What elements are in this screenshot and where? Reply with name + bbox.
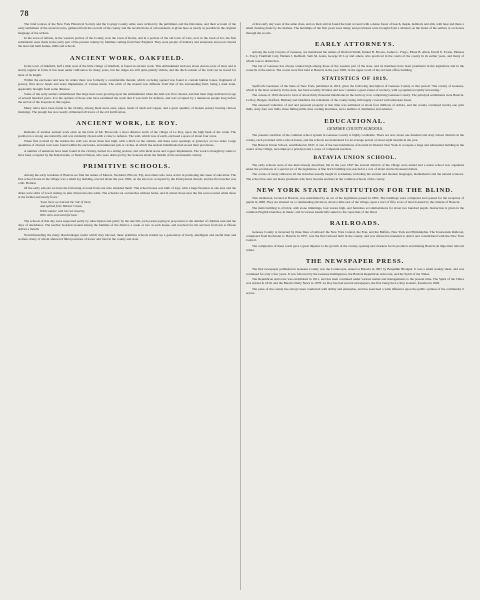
section-paragraph: Genesee County is traversed by three lines of railroad: the New York Central, the Erie, and the Buffalo, New York and Philadelphia. The Tonawanda Railroad, completed from Rochester to Batavia in 1837, was the first railroad built in the county, and was afterward extended to Attica and consolidated with the New York Central. xyxy=(246,229,464,243)
left-column xyxy=(18,22,236,592)
page-number: 78 xyxy=(20,9,29,18)
text-columns xyxy=(18,22,464,592)
verse-line: While master with his rod stood by, xyxy=(40,208,85,213)
section-paragraph: The census of 1819 showed a total of about thirty thousand inhabitants in the territory now comprising Genesee County. The principal settlements were Batavia, Le Roy, Bergen, Stafford, Bethany and Oakfield, the remainder of the county being still largely covered with unbroken forest. xyxy=(246,93,464,102)
section-paragraph: Of the early schools we have the following account from one who attended them: 'The school house was built of logs, with a huge fireplace at one end, and the desks were slabs of wood resting on pins driven into the walls. The scholars sat on benches without backs, and in winter those near the fire were roasted while those at the farther end nearly froze.' xyxy=(18,186,236,200)
verse-line: And spelled from Webster's book, xyxy=(40,204,83,209)
right-column xyxy=(246,22,464,592)
section-paragraph: The first newspaper published in Genesee County was the Cornucopia, issued at Batavia in 1807 by Benjamin Blodgett. It was a small weekly sheet, and was continued for only a few years. It was followed by the Genesee Intelligencer, the Batavia Republican Advocate, and the Spirit of the Times. xyxy=(246,267,464,276)
verse-block xyxy=(40,200,236,216)
section-paragraph: Spafford's Gazetteer of the State of New York, published in 1813, gives the following description of Genesee County at that period: 'The county of Genesee, which is the most westerly in the state, has been recently divided, and now contains a great extent of territory, with a population rapidly increasing.' xyxy=(246,83,464,93)
section-paragraph: The course of study embraces all the branches usually taught in academies, including the ancient and modern languages, mathematics and the natural sciences. The school has sent out many graduates who have become teachers in the common schools of the county. xyxy=(246,172,464,181)
intro-paragraph: In the town of Albion, in the western portion of the County, now the town of Rome, and in a portion of the old town of Cato, now in the town of Ira, the first settlements were made in the early part of the present century by families coming from New England. They were people of industry and enterprise and soon cleared the land and built homes, mills and schools. xyxy=(18,35,236,49)
section-paragraph: Among the early residents of Batavia we find the names of Messrs. Stoddard, Ellicott, Ely, and others who were active in promoting the cause of education. The first school house in the village was a small log building, erected about the year 1802, on the site now occupied by the Presbyterian church, and the first teacher was a Mr. Holden. xyxy=(18,172,236,186)
section-paragraph: The present condition of the common school system in Genesee County is highly creditable. There are now about one hundred and sixty school districts in the county, each provided with a school house, and the schools are maintained for an average period of about eight months in the year. xyxy=(246,133,464,142)
section-paragraph: The Republican Advocate was established in 1811, and has been continued under various names and managements to the present time. The Spirit of the Times was started in 1819, and the Batavia Daily News in 1878. Le Roy has had several newspapers, the first being the Le Roy Gazette, founded in 1826. xyxy=(246,276,464,286)
section-title-batavia-union-school: BATAVIA UNION SCHOOL. xyxy=(313,154,397,161)
section-title-primitive-schools: PRIMITIVE SCHOOLS. xyxy=(83,163,171,171)
section-title-institution-blind: NEW YORK STATE INSTITUTION FOR THE BLIND. xyxy=(256,186,454,194)
section-paragraph: The assessed valuation of real and personal property at that time was estimated at about four millions of dollars, and the county contained twenty-one grist mills, sixty-four saw mills, three fulling mills, nine carding machines, and a number of distilleries and asheries. xyxy=(246,102,464,112)
section-paragraph: The Batavia Union School, established in 1847, is one of the best institutions of its kind in Western New York. It occupies a large and substantial building in the centre of the village, and employs a principal and a corps of competent teachers. xyxy=(246,143,464,152)
section-paragraph: The schools of that day were supported partly by subscription and partly by the rate bill, each parent paying in proportion to the number of children sent and the days of attendance. The teacher boarded around among the families of the district, a week or two at each house, and received for his services from ten to fifteen dollars a month. xyxy=(18,218,236,232)
section-title-educational: EDUCATIONAL. xyxy=(324,117,386,125)
section-paragraph: Many relics have been found in the vicinity, among them stone axes, pipes, beads of shell and copper, and a great quantity of broken pottery bearing curious markings. The plough has now nearly obliterated all traces of the old fortification. xyxy=(18,105,236,114)
section-paragraph: Within the enclosure and near its centre there was formerly a considerable mound, which on being opened was found to contain human bones, fragments of pottery, flint arrow heads and stone implements of various kinds. The earth of the mound was different from that of the surrounding field, being a dark loam, apparently brought from some distance. xyxy=(18,77,236,91)
section-subtitle: GENESEE COUNTY SCHOOLS. xyxy=(327,125,383,131)
verse-line: With stern and watchful look.' xyxy=(40,212,79,217)
section-title-statistics: STATISTICS OF 1819. xyxy=(321,75,389,82)
section-paragraph: In the town of Oakfield, half a mile west of the little village of Oakfield, is found an ancient work. This embankment encloses about eleven acres of land, and is nearly regular in form. It has been under cultivation for many years, but the ridges are still quite plainly visible, and the ditch outside of the wall can be traced for most of its length. xyxy=(18,64,236,77)
section-paragraph: Among the early lawyers of Genesee, are mentioned the names of Richard Smith, Daniel B. Brown, Joshua L. Fargo, Ethan B. Allen, David E. Evans, Phineas L. Tracy, Trumbull Cary, Heman J. Redfield, Seth M. Gates, George W. Lay and others, who practiced in the courts of the county in its earlier years, and many of whom rose to distinction. xyxy=(246,50,464,63)
section-title-railroads: RAILROADS. xyxy=(329,220,381,228)
section-title-early-attorneys: EARLY ATTORNEYS. xyxy=(315,40,395,48)
section-paragraph: When first noticed by the settlers the wall was about three feet high, with a ditch on the outside, and there were openings or gateways on two sides. Large quantities of charred corn were found within the enclosure, and numerous pits or caches, in which the ancient inhabitants had stored their provisions. xyxy=(18,139,236,148)
section-paragraph: Remains of another ancient work exist on the farm of Mr. Bosworth, a short distance north of the village of Le Roy, upon the high bank of the creek. The position is a strong one naturally, and was evidently chosen with a view to defence. The wall, which was of earth, enclosed a space of about four acres. xyxy=(18,129,236,138)
section-paragraph: The early schools were of the kind already described, but in the year 1847 the several districts of the village were united and a union school was organized under the provisions of a special act of the legislature. A fine brick building was erected at a cost of about twelve thousand dollars. xyxy=(246,162,464,172)
section-title-ancient-work-le-roy: ANCIENT WORK, LE ROY. xyxy=(76,120,178,128)
section-paragraph: A number of skeletons have been found in the vicinity, buried in a sitting posture, and with them stone and copper implements. The work is thought by some to have been occupied by the Kah-Kwahs, or Neutral Nation, who were destroyed by the Senecas about the middle of the seventeenth century. xyxy=(18,148,236,158)
intro-paragraph: of that early day were of the same class, and on their arrival found the land covered with a dense forest of beech, maple, hemlock and elm, with here and there a small clearing made by the Indians. The hardships of the first years were many, and provisions were brought from a distance on the backs of the settlers or on horses through the woods. xyxy=(246,22,464,35)
section-paragraph: The press of the county has always been conducted with ability and enterprise, and has exercised a wide influence upon the public opinion of the community it serves. xyxy=(246,286,464,295)
section-paragraph: Notwithstanding the many disadvantages under which they labored, these primitive schools trained up a generation of hardy, intelligent and useful men and women, many of whom afterward filled positions of honor and trust in the county and state. xyxy=(18,232,236,241)
intro-paragraph: The brief notices of the New York Historical Society and the Cayuga County Atlas were written by the publishers and the historians, and their account of the early settlement of the several towns, gathered from the records of the county and the recollections of old residents, is given here as nearly as possible in the original language of the writers. xyxy=(18,22,236,35)
section-title-newspaper-press: THE NEWSPAPER PRESS. xyxy=(305,258,405,266)
section-title-ancient-work-oakfield: ANCIENT WORK, OAKFIELD. xyxy=(69,54,185,62)
section-paragraph: The bar of Genesee has always ranked high among those of the western part of the state, and its members have been prominent in the legislature and in the councils of the nation. The courts were first held at Batavia in the year 1803, in the upper room of the old land office building. xyxy=(246,64,464,73)
section-paragraph: The main building is of brick, with stone trimmings, four stories high, and furnishes accommodations for about two hundred pupils. Instruction is given in the common English branches, in music, and in various handicrafts suited to the capacities of the blind. xyxy=(246,205,464,215)
section-paragraph: This institution, located at Batavia, was established by an act of the legislature passed in 1865. The buildings were completed and opened for the reception of pupils in 1868. They are situated on a commanding elevation, about a mile east of the village, upon a tract of fifty acres of land donated by the citizens of Batavia. xyxy=(246,196,464,205)
section-paragraph: Some of the early settlers remembered that large trees were growing upon the embankment when the land was first cleared, and that their rings indicated an age of several hundred years. It is the opinion of those who have examined the work that it was built for defence, and was occupied by a numerous people long before the arrival of the Iroquois in this region. xyxy=(18,91,236,105)
section-paragraph: The completion of these roads gave a great impetus to the growth of the county, opening new markets for its products and making Batavia an important railroad centre. xyxy=(246,243,464,252)
verse-line: 'Twas there we learned the rule of three, xyxy=(40,200,92,205)
